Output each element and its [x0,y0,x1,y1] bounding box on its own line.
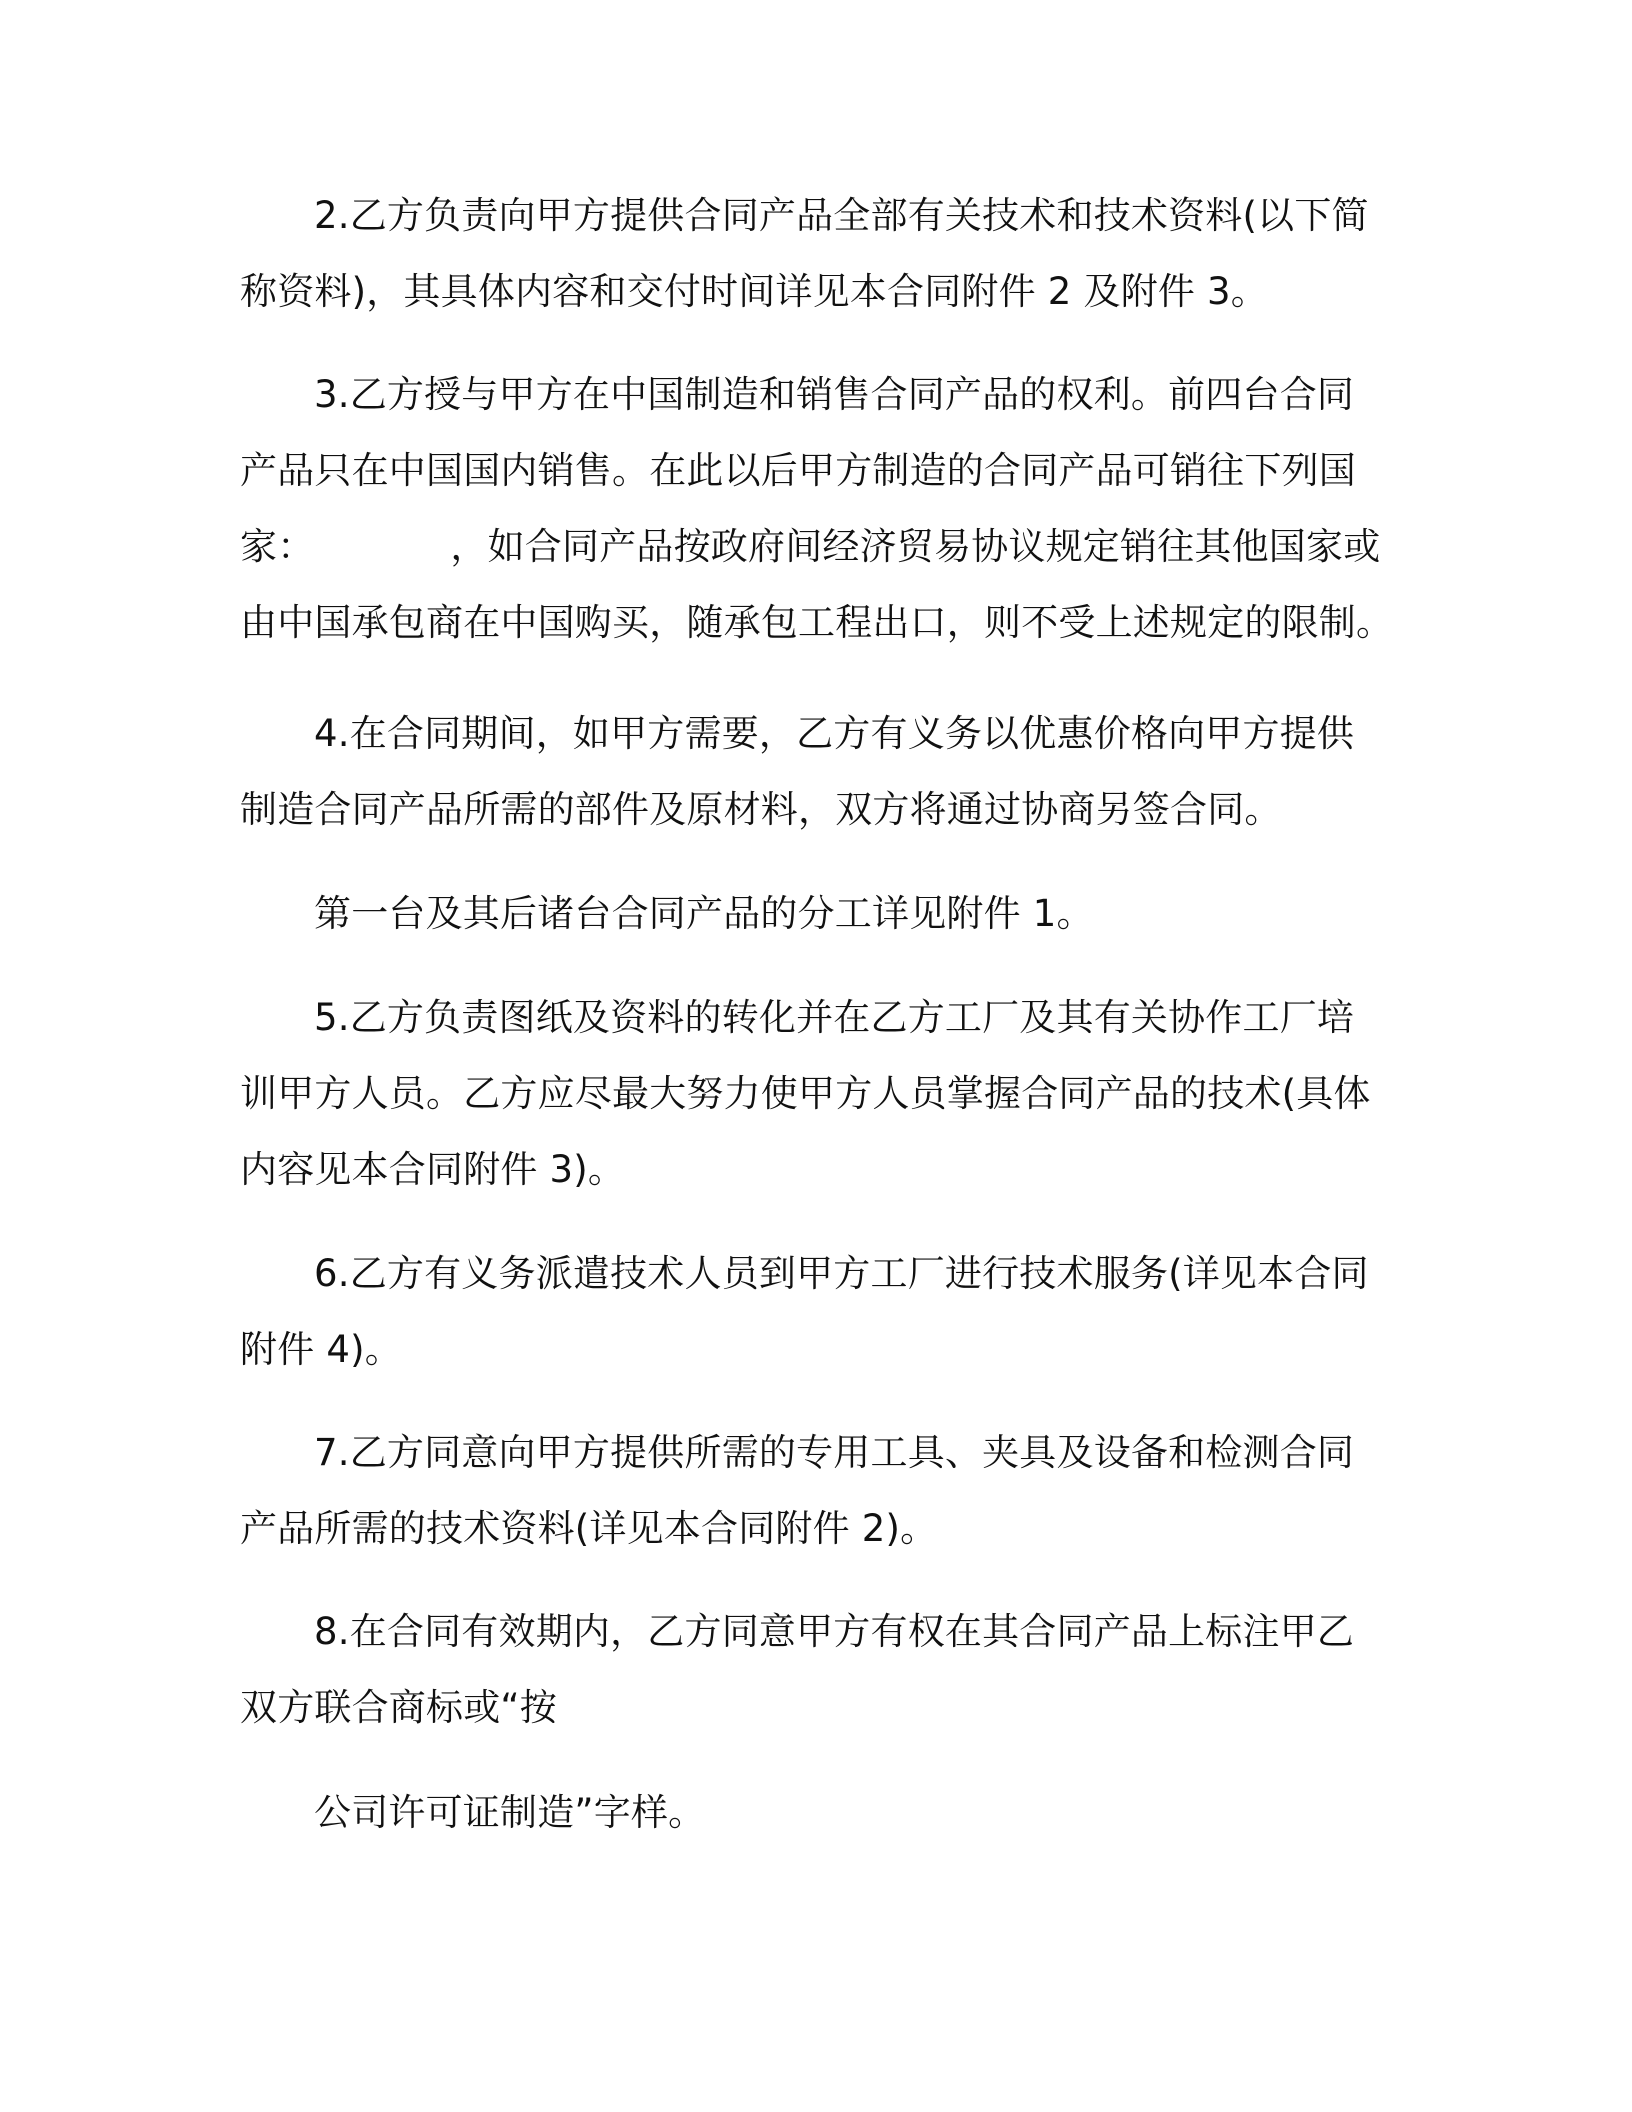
paragraph-text: ，如合同产品按政府间经济贸易协议规定销往其他国家或 [450,525,1381,568]
paragraph-line: 公司许可证制造”字样。 [314,1791,706,1834]
paragraph-line: 5.乙方负责图纸及资料的转化并在乙方工厂及其有关协作工厂培 [314,996,1355,1039]
paragraph-line: 附件 4)。 [240,1328,402,1371]
paragraph-5 [240,980,1370,1208]
paragraph-line: 8.在合同有效期内，乙方同意甲方有权在其合同产品上标注甲乙 [314,1610,1355,1653]
paragraph-line: 第一台及其后诸台合同产品的分工详见附件 1。 [314,892,1094,935]
paragraph-line: 产品只在中国国内销售。在此以后甲方制造的合同产品可销往下列国 [240,449,1356,492]
paragraph-line: 6.乙方有义务派遣技术人员到甲方工厂进行技术服务(详见本合同 [314,1252,1369,1295]
paragraph-2 [240,178,1370,330]
paragraph-line: 4.在合同期间，如甲方需要，乙方有义务以优惠价格向甲方提供 [314,712,1355,755]
paragraph-3 [240,357,1394,661]
paragraph-line: 双方联合商标或“按 [240,1686,557,1729]
paragraph-line: 内容见本合同附件 3)。 [240,1148,626,1191]
paragraph-line: 由中国承包商在中国购买，随承包工程出口，则不受上述规定的限制。 [240,601,1394,644]
paragraph-8 [240,1594,1370,1746]
paragraph-8-continued [240,1775,1370,1851]
paragraph-4-note [240,876,1370,952]
paragraph-line: 7.乙方同意向甲方提供所需的专用工具、夹具及设备和检测合同 [314,1431,1355,1474]
paragraph-line: 称资料)，其具体内容和交付时间详见本合同附件 2 及附件 3。 [240,270,1268,313]
paragraph-line: 3.乙方授与甲方在中国制造和销售合同产品的权利。前四台合同 [314,373,1355,416]
paragraph-4 [240,696,1370,848]
paragraph-line: 制造合同产品所需的部件及原材料，双方将通过协商另签合同。 [240,788,1282,831]
paragraph-line: 训甲方人员。乙方应尽最大努力使甲方人员掌握合同产品的技术(具体 [240,1072,1371,1115]
paragraph-6 [240,1236,1370,1388]
paragraph-line: 2.乙方负责向甲方提供合同产品全部有关技术和技术资料(以下简 [314,194,1369,237]
paragraph-line: 产品所需的技术资料(详见本合同附件 2)。 [240,1507,938,1550]
paragraph-7 [240,1415,1370,1567]
paragraph-text: 家： [240,525,315,568]
paragraph-line-with-blank [240,509,1381,585]
